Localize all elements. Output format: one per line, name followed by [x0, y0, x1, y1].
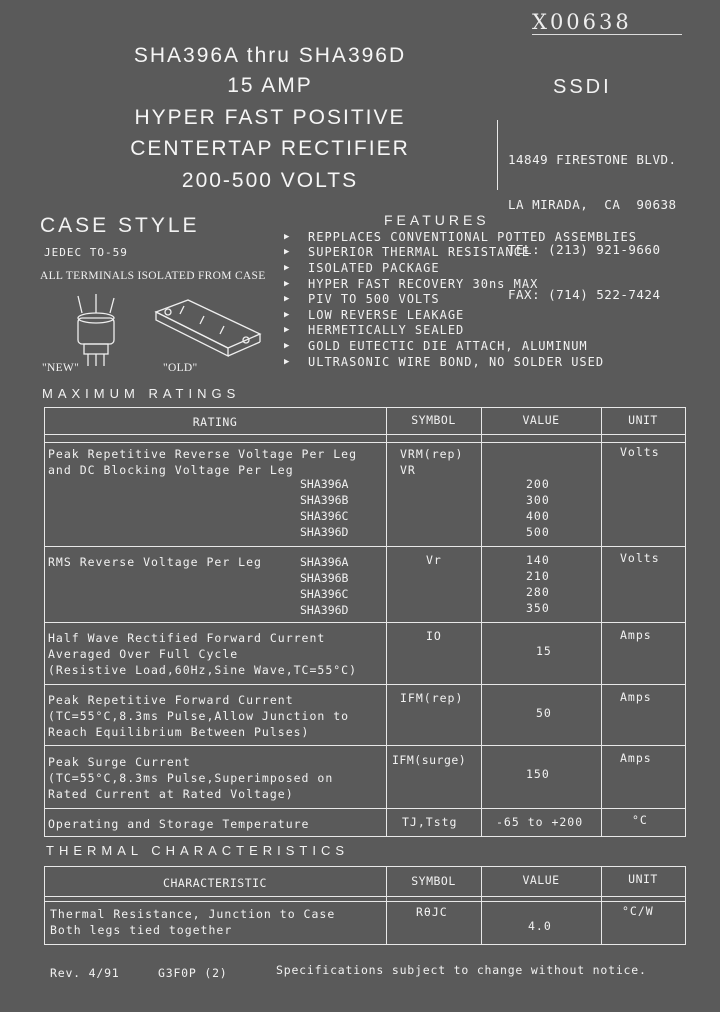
- document-code: G3F0P (2): [158, 966, 228, 980]
- jedec-label: JEDEC TO-59: [44, 246, 128, 259]
- title-part-range: SHA396A thru SHA396D: [133, 44, 407, 67]
- rating-description: Peak Repetitive Forward Current (TC=55°C,8.3ms Pulse,Allow Junction to Reach Equilibrium Between Pulses): [48, 693, 350, 739]
- col-header-rating: RATING: [192, 415, 238, 429]
- old-package-drawing: [156, 300, 260, 356]
- rating-value: 150: [526, 767, 550, 781]
- rating-symbol: IFM(rep): [400, 691, 464, 705]
- address-line: FAX: (714) 522-7424: [508, 287, 661, 302]
- bullet-icon: ▶: [284, 309, 291, 320]
- rating-symbol: VRM(rep) VR: [400, 447, 464, 477]
- rating-description: Half Wave Rectified Forward Current Averaged Over Full Cycle (Resistive Load,60Hz,Sine Wave,TC=55°C): [48, 631, 358, 677]
- rating-value: -65 to +200: [496, 815, 584, 829]
- feature-item: ▶ REPPLACES CONVENTIONAL POTTED ASSEMBLIES: [284, 229, 637, 244]
- address-line: TEL: (213) 921-9660: [508, 242, 661, 257]
- rating-unit: Volts: [620, 551, 660, 565]
- rating-symbol: TJ,Tstg: [402, 815, 458, 829]
- thermal-characteristic: Thermal Resistance, Junction to Case Both legs tied together: [50, 907, 336, 937]
- rating-unit: Amps: [620, 751, 652, 765]
- thermal-heading: THERMAL CHARACTERISTICS: [46, 843, 350, 858]
- col-header-unit: UNIT: [628, 872, 658, 886]
- case-style-heading: CASE STYLE: [40, 214, 200, 237]
- thermal-symbol: RθJC: [416, 905, 448, 919]
- part-numbers: SHA396A SHA396B SHA396C SHA396D: [300, 477, 349, 539]
- title-voltage: 200-500 VOLTS: [181, 169, 359, 192]
- rating-description: Peak Repetitive Reverse Voltage Per Leg and DC Blocking Voltage Per Leg: [48, 447, 358, 477]
- bullet-icon: ▶: [284, 247, 291, 258]
- rating-value: 200 300 400 500: [526, 477, 550, 539]
- col-header-value: VALUE: [522, 413, 560, 427]
- specification-notice: Specifications subject to change without notice.: [276, 963, 647, 977]
- max-ratings-heading: MAXIMUM RATINGS: [42, 386, 241, 401]
- feature-item: ▶ LOW REVERSE LEAKAGE: [284, 307, 465, 322]
- part-numbers: SHA396A SHA396B SHA396C SHA396D: [300, 555, 349, 617]
- rating-description: RMS Reverse Voltage Per Leg: [48, 555, 262, 569]
- col-header-symbol: SYMBOL: [411, 413, 456, 427]
- rating-value: 50: [536, 706, 552, 720]
- col-header-symbol: SYMBOL: [411, 874, 456, 888]
- bullet-icon: ▶: [284, 356, 291, 367]
- bullet-icon: ▶: [284, 278, 291, 289]
- bullet-icon: ▶: [284, 340, 291, 351]
- title-current: 15 AMP: [227, 74, 313, 97]
- thermal-unit: °C/W: [622, 904, 654, 918]
- feature-item: ▶ ULTRASONIC WIRE BOND, NO SOLDER USED: [284, 354, 605, 369]
- address-box-rule: [497, 120, 498, 190]
- feature-item: ▶ HERMETICALLY SEALED: [284, 323, 465, 338]
- rating-symbol: Vr: [426, 553, 442, 567]
- rating-symbol: IO: [426, 629, 442, 643]
- bullet-icon: ▶: [284, 325, 291, 336]
- rating-unit: Volts: [620, 445, 660, 459]
- rating-symbol: IFM(surge): [392, 753, 467, 767]
- revision-label: Rev. 4/91: [50, 966, 120, 980]
- rating-value: 15: [536, 644, 552, 658]
- rating-unit: Amps: [620, 690, 652, 704]
- address-line: LA MIRADA, CA 90638: [508, 197, 677, 212]
- address-line: 14849 FIRESTONE BLVD.: [508, 152, 677, 167]
- company-name: SSDI: [553, 76, 612, 98]
- feature-item: ▶ GOLD EUTECTIC DIE ATTACH, ALUMINUM: [284, 338, 588, 353]
- feature-item: ▶ PIV TO 500 VOLTS: [284, 292, 440, 307]
- title-device: CENTERTAP RECTIFIER: [130, 137, 410, 160]
- old-package-label: "OLD": [163, 362, 198, 374]
- new-package-drawing: [78, 294, 114, 366]
- rating-description: Peak Surge Current (TC=55°C,8.3ms Pulse,Superimposed on Rated Current at Rated Voltage): [48, 755, 334, 801]
- rating-description: Operating and Storage Temperature: [48, 817, 310, 831]
- col-header-value: VALUE: [522, 873, 560, 887]
- new-package-label: "NEW": [42, 362, 80, 374]
- features-heading: FEATURES: [384, 212, 490, 228]
- rating-unit: °C: [632, 813, 648, 827]
- document-number: X00638: [532, 10, 682, 35]
- bullet-icon: ▶: [284, 294, 291, 305]
- rating-unit: Amps: [620, 628, 652, 642]
- terminals-note: ALL TERMINALS ISOLATED FROM CASE: [40, 270, 266, 282]
- feature-item: ▶ HYPER FAST RECOVERY 30ns MAX: [284, 276, 539, 291]
- thermal-value: 4.0: [528, 919, 552, 933]
- col-header-characteristic: CHARACTERISTIC: [163, 876, 267, 890]
- bullet-icon: ▶: [284, 231, 291, 242]
- feature-item: ▶ SUPERIOR THERMAL RESISTANCE: [284, 245, 531, 260]
- feature-item: ▶ ISOLATED PACKAGE: [284, 260, 440, 275]
- bullet-icon: ▶: [284, 262, 291, 273]
- features-list: [284, 229, 637, 369]
- title-type: HYPER FAST POSITIVE: [134, 106, 406, 129]
- package-illustrations: [60, 292, 280, 372]
- rating-value: 140 210 280 350: [526, 553, 550, 615]
- col-header-unit: UNIT: [628, 413, 658, 427]
